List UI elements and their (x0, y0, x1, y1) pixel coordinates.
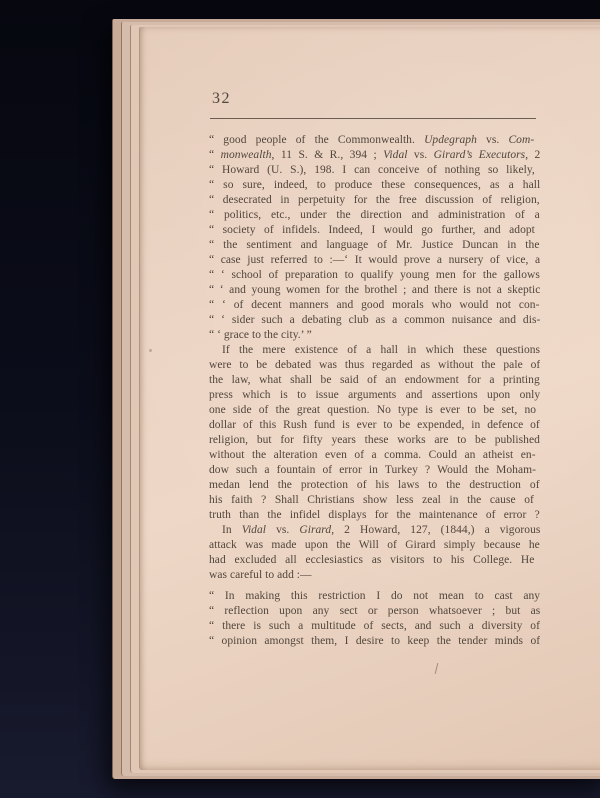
text-line: “ good people of the Commonwealth. Updegraph vs. Com- (209, 134, 535, 146)
book-page (139, 27, 600, 770)
text-line: “ the sentiment and language of Mr. Justice Duncan in the (209, 239, 540, 251)
text-line: “ ‘ of decent manners and good morals who would not con- (209, 299, 540, 311)
text-line: “ monwealth, 11 S. & R., 394 ; Vidal vs. Girard’s Executors, 2 (209, 149, 540, 161)
text-line: In Vidal vs. Girard, 2 Howard, 127, (1844,) a vigorous (222, 524, 540, 536)
text-line: the law, what shall be said of an endowment for a printing (209, 374, 540, 386)
text-line: “ ‘ and young women for the brothel ; and there is not a skeptic (209, 284, 540, 296)
text-line: “ case just referred to :—‘ It would prove a nursery of vice, a (209, 254, 540, 266)
text-line: one side of the great question. No type is ever to be set, no (209, 404, 537, 416)
text-line: “ opinion amongst them, I desire to keep the tender minds of (209, 635, 540, 647)
text-line: “ reflection upon any sect or person whatsoever ; but as (209, 605, 540, 617)
paragraph (209, 523, 540, 583)
paragraph (209, 589, 540, 649)
text-line: had excluded all ecclesiastics as visitors to his College. He (209, 554, 535, 566)
header-rule (210, 118, 536, 119)
text-line: “ ‘ grace to the city.’ ” (209, 329, 312, 341)
text-line: dollar of this Rush fund is ever to be expended, in defence of (209, 419, 540, 431)
paragraph (209, 133, 540, 343)
page-body (209, 133, 540, 649)
text-line: dow such a fountain of error in Turkey ? Would the Moham- (209, 464, 537, 476)
text-line: religion, but for fifty years these works are to be published (209, 434, 540, 446)
text-line: without the alteration even of a comma. Could an atheist en- (209, 449, 536, 461)
text-line: “ politics, etc., under the direction and administration of a (209, 209, 540, 221)
text-line: “ society of infidels. Indeed, I would go further, and adopt (209, 224, 535, 236)
text-line: truth than the infidel displays for the maintenance of error ? (209, 509, 540, 521)
scan-artifact (149, 349, 152, 352)
scan-artifact (435, 663, 439, 674)
text-line: “ ‘ sider such a debating club as a common nuisance and dis- (209, 314, 540, 326)
text-line: “ so sure, indeed, to produce these consequences, as a hall (209, 179, 540, 191)
text-line: “ Howard (U. S.), 198. I can conceive of nothing so likely, (209, 164, 535, 176)
paragraph (209, 343, 540, 523)
text-line: attack was made upon the Will of Girard simply because he (209, 539, 540, 551)
text-line: “ In making this restriction I do not mean to cast any (209, 590, 540, 602)
text-line: his faith ? Shall Christians show less zeal in the cause of (209, 494, 534, 506)
text-line: medan lend the protection of his laws to the destruction of (209, 479, 540, 491)
text-line: press which is to issue arguments and assertions upon only (209, 389, 540, 401)
text-line: If the mere existence of a hall in which these questions (222, 344, 540, 356)
page-number: 32 (212, 90, 231, 107)
text-line: were to be debated was thus regarded as without the pale of (209, 359, 540, 371)
text-line: was careful to add :— (209, 569, 312, 581)
text-line: “ desecrated in perpetuity for the free discussion of religion, (209, 194, 540, 206)
text-line: “ there is such a multitude of sects, and such a diversity of (209, 620, 540, 632)
text-line: “ ‘ school of preparation to qualify young men for the gallows (209, 269, 540, 281)
